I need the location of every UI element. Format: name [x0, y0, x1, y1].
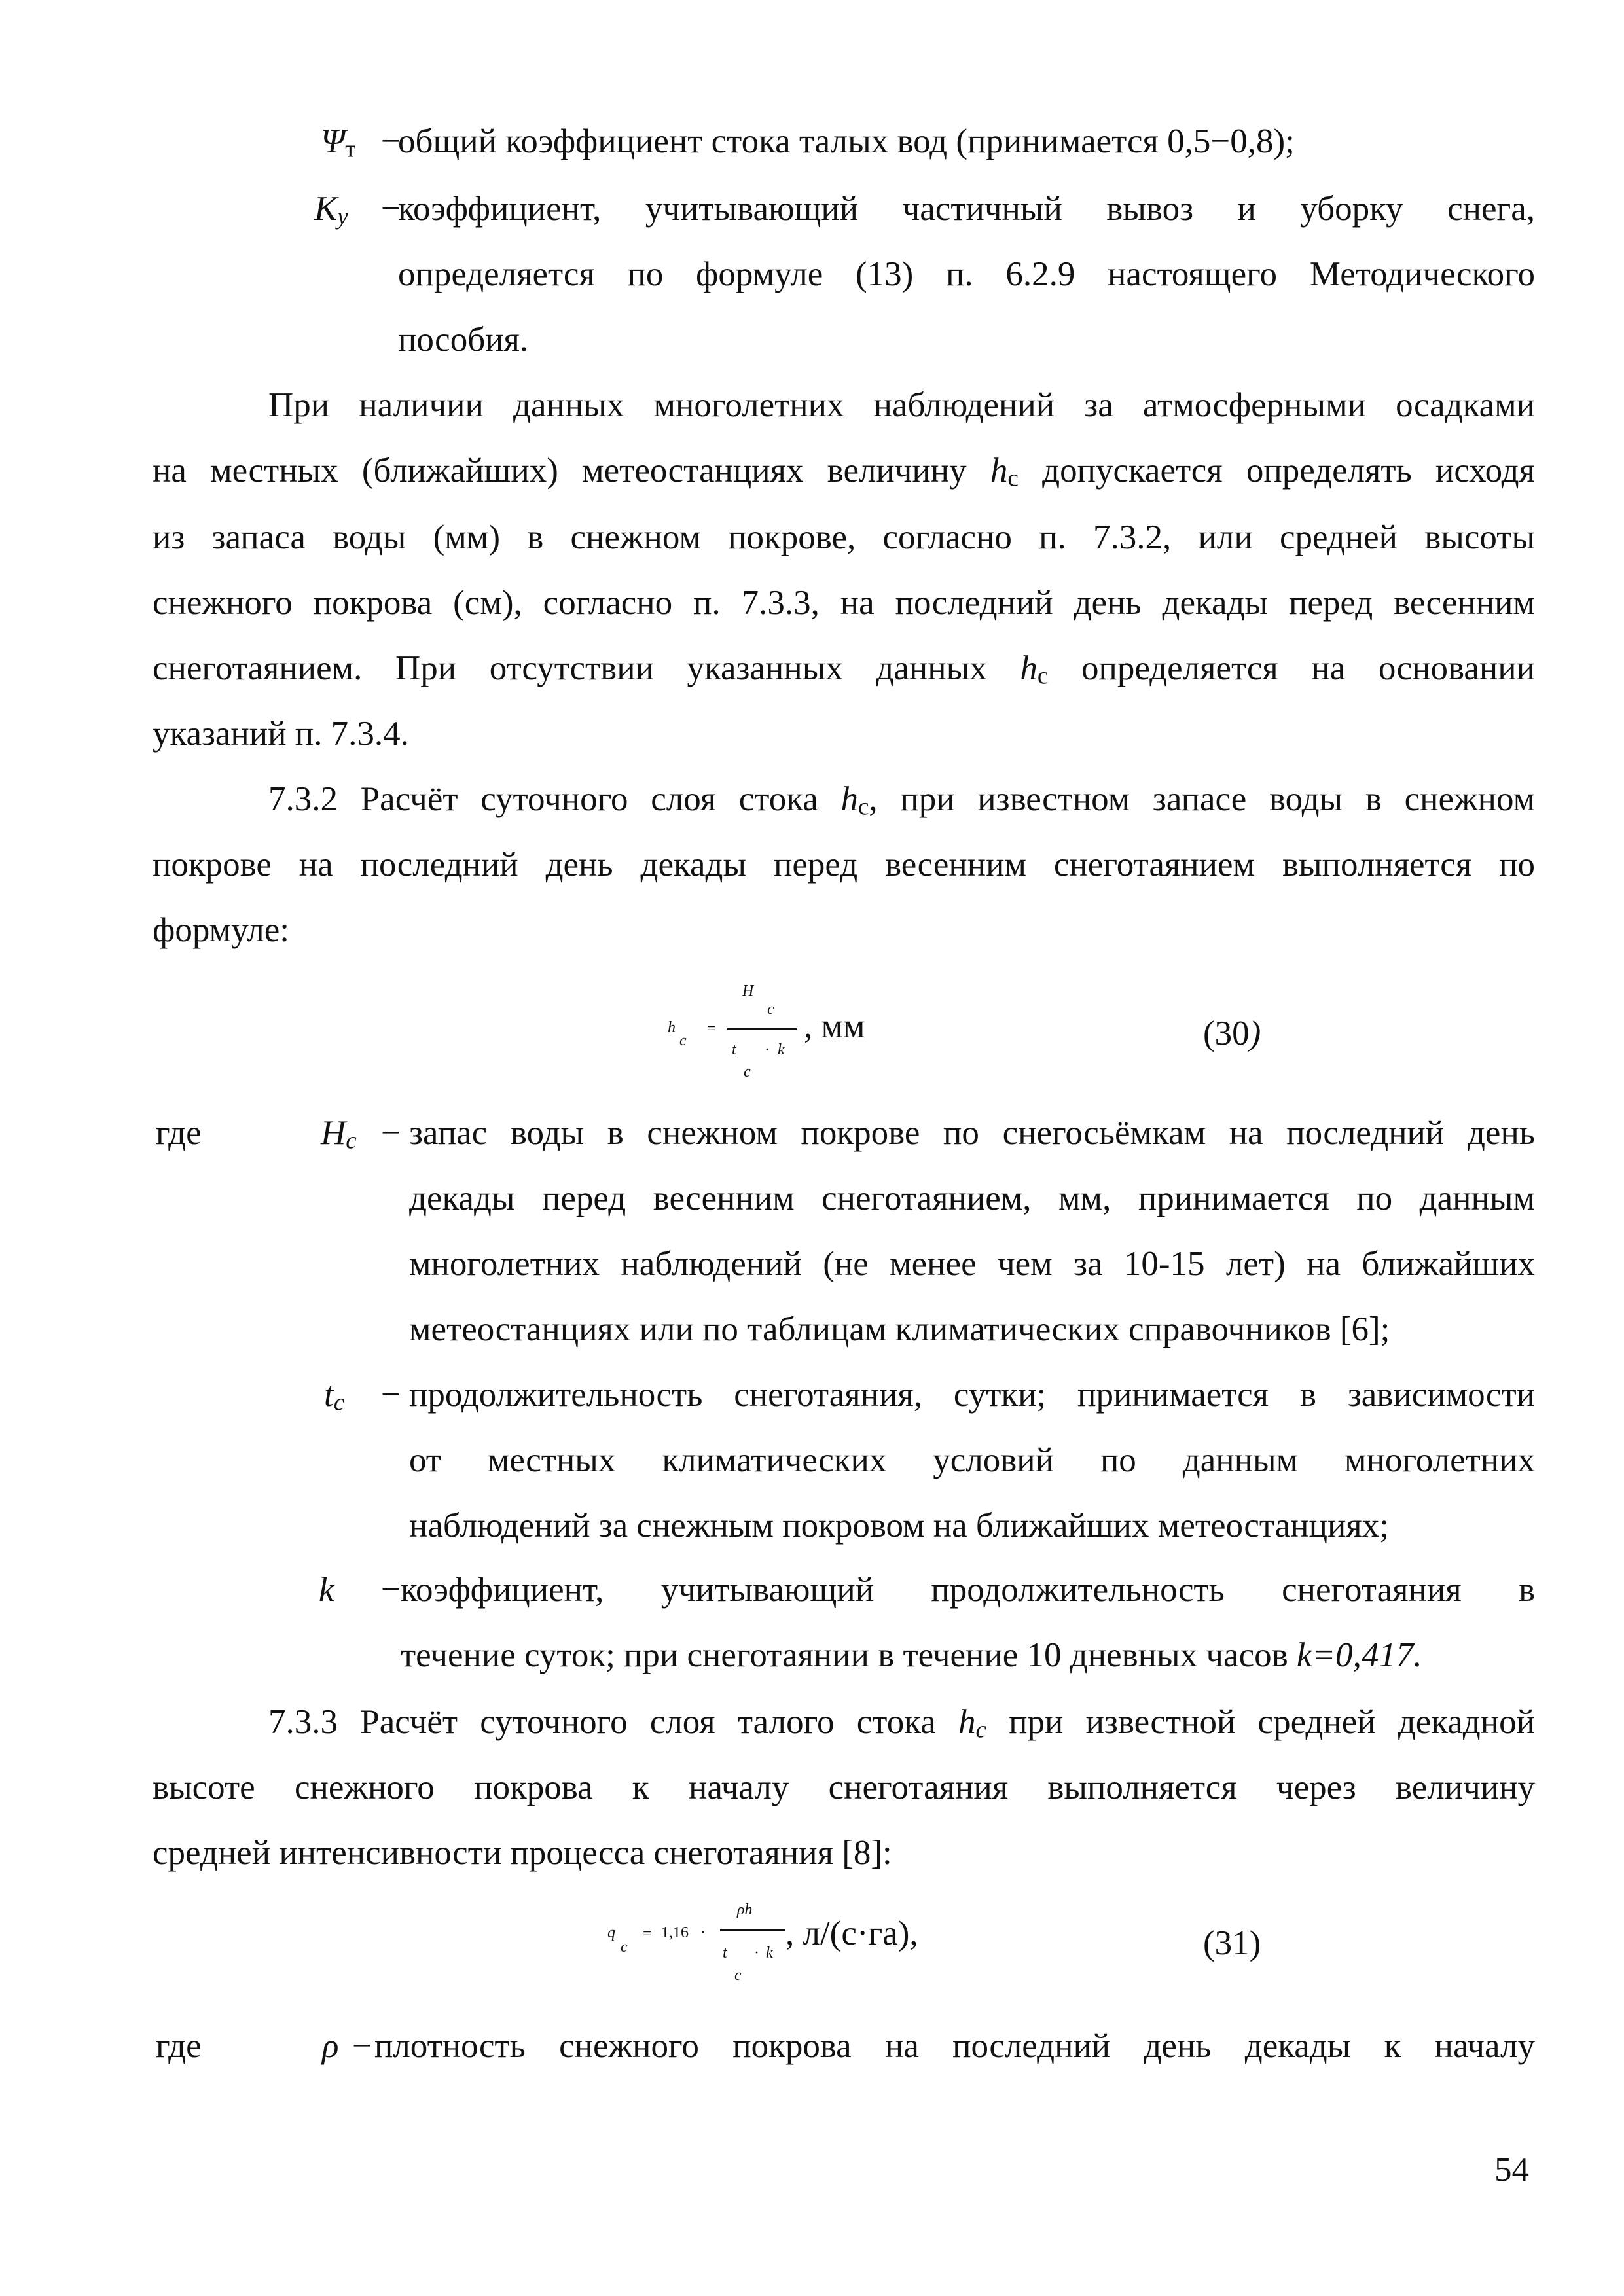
formula31-lhs: q [607, 1924, 615, 1941]
formula30-den-sub: c [744, 1064, 751, 1081]
paragraph1-line1: При наличии данных многолетних наблюдений за атмосферными осадками [268, 386, 1535, 424]
formula31-dot: · [700, 1924, 706, 1941]
symbol-tc: tс [324, 1376, 345, 1416]
definition-dash: − [381, 1376, 401, 1414]
definition-dash: − [381, 190, 401, 228]
formula31-den-sub: c [734, 1967, 742, 1984]
definition-text-Hc-line2: декады перед весенним снеготаянием, мм, принимается по данным [409, 1179, 1535, 1217]
where-label: где [156, 2027, 202, 2065]
paragraph1-line6: указаний п. 7.3.4. [153, 715, 409, 753]
formula31-lhs-sub: c [621, 1939, 628, 1956]
definition-text-Hc-line1: запас воды в снежном покрове по снегосьёмкам на последний день [409, 1114, 1535, 1152]
paragraph3-line1: 7.3.3 Расчёт суточного слоя талого стока hc при известной средней декадной [268, 1703, 1535, 1744]
paragraph2-line1: 7.3.2 Расчёт суточного слоя стока hс, при известном запасе воды в снежном [268, 780, 1535, 821]
paragraph1-line3: из запаса воды (мм) в снежном покрове, согласно п. 7.3.2, или средней высоты [153, 518, 1535, 556]
symbol-Hc: Нс [321, 1114, 357, 1155]
paragraph2-line3: формуле: [153, 911, 289, 949]
definition-text-psi: общий коэффициент стока талых вод (принимается 0,5−0,8); [398, 122, 1295, 160]
formula31-den-dot: · [754, 1945, 759, 1962]
formula30-num: H [742, 982, 754, 999]
definition-text-tc-line2: от местных климатических условий по данным многолетних [409, 1441, 1535, 1479]
symbol-ky: Ку [314, 190, 348, 230]
definition-text-k-line1: коэффициент, учитывающий продолжительность снеготаяния в [401, 1571, 1535, 1609]
definition-text-ky-line2: определяется по формуле (13) п. 6.2.9 настоящего Методического [398, 255, 1535, 293]
formula30-fraction-bar [727, 1028, 797, 1030]
definition-text-Hc-line3: многолетних наблюдений (не менее чем за 10-15 лет) на ближайших [409, 1245, 1535, 1283]
formula30-num-sub: c [767, 1001, 774, 1018]
formula31-coef: 1,16 [661, 1924, 689, 1941]
formula30-den-k: k [778, 1041, 785, 1058]
definition-text-tc-line1: продолжительность снеготаяния, сутки; принимается в зависимости [409, 1376, 1535, 1414]
formula30-unit: , мм [804, 1007, 865, 1045]
page-number: 54 [1494, 2151, 1529, 2189]
paragraph1-line4: снежного покрова (см), согласно п. 7.3.3, на последний день декады перед весенним [153, 584, 1535, 622]
paragraph3-line2: высоте снежного покрова к началу снеготаяния выполняется через величину [153, 1768, 1535, 1806]
formula30-eq: = [707, 1020, 716, 1037]
definition-dash: − [381, 1571, 401, 1609]
paragraph1-line2: на местных (ближайших) метеостанциях величину hс допускается определять исходя [153, 452, 1535, 492]
formula31-eq: = [643, 1926, 652, 1943]
symbol-k: k [319, 1571, 334, 1609]
symbol-rho: ρ [322, 2027, 339, 2065]
formula31-den-k: k [766, 1945, 773, 1962]
formula30-den-t: t [732, 1041, 736, 1058]
definition-text-rho: плотность снежного покрова на последний день декады к началу [374, 2027, 1535, 2065]
definition-dash: − [381, 1114, 401, 1152]
definition-text-ky-line3: пособия. [398, 321, 529, 359]
paragraph3-line3: средней интенсивности процесса снеготаяния [8]: [153, 1834, 892, 1872]
formula31-unit: , л/(с·га), [785, 1914, 918, 1952]
formula30-lhs: h [668, 1019, 676, 1036]
where-label: где [156, 1114, 202, 1152]
paragraph2-line2: покрове на последний день декады перед весенним снеготаянием выполняется по [153, 846, 1535, 884]
formula30-lhs-sub: c [679, 1032, 687, 1049]
definition-text-Hc-line4: метеостанциях или по таблицам климатических справочников [6]; [409, 1310, 1390, 1348]
formula31-fraction-bar [720, 1929, 785, 1931]
formula31-den-t: t [723, 1945, 727, 1962]
formula31-num: ρh [737, 1901, 753, 1918]
symbol-psi-t: Ψт [321, 122, 356, 163]
paragraph1-line5: снеготаянием. При отсутствии указанных данных hс определяется на основании [153, 649, 1535, 690]
definition-dash: − [352, 2027, 372, 2065]
definition-text-tc-line3: наблюдений за снежным покровом на ближайших метеостанциях; [409, 1507, 1389, 1545]
formula31-number: (31) [1203, 1924, 1261, 1962]
formula30-number: (30) [1203, 1014, 1261, 1052]
formula30-den-dot: · [765, 1041, 770, 1058]
definition-dash: − [381, 122, 401, 160]
definition-text-ky-line1: коэффициент, учитывающий частичный вывоз и уборку снега, [398, 190, 1535, 228]
definition-text-k-line2: течение суток; при снеготаянии в течение 10 дневных часов k=0,417. [401, 1636, 1422, 1674]
